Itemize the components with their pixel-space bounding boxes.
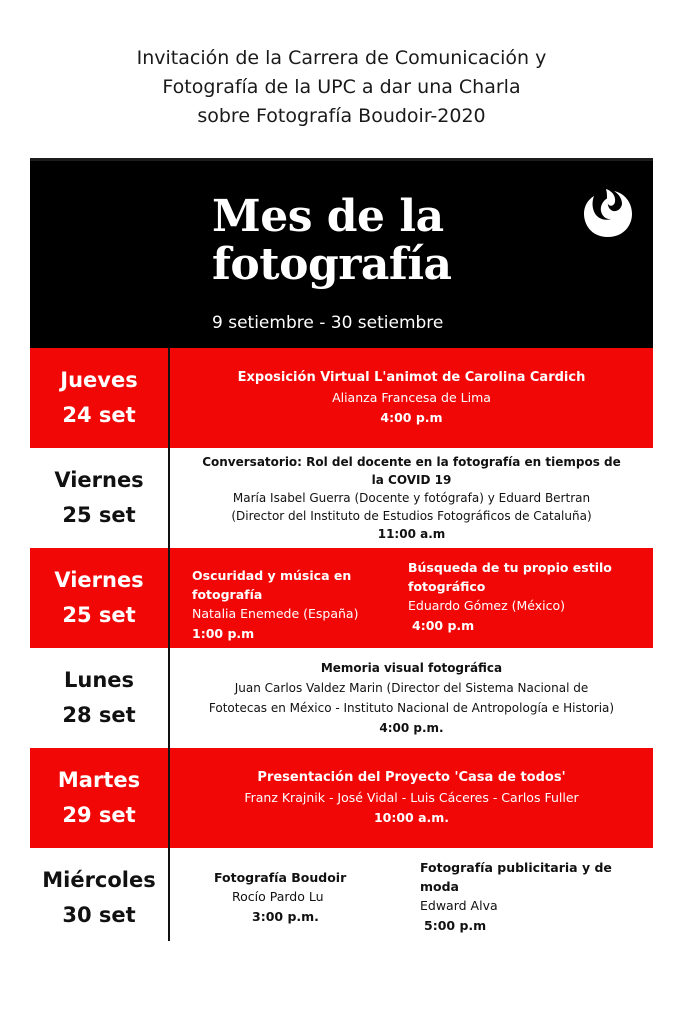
event-speaker: Fototecas en México - Instituto Nacional de Antropología e Historia) — [208, 701, 615, 715]
event-time: 4:00 p.m — [380, 410, 443, 425]
event-speaker: Alianza Francesa de Lima — [332, 390, 491, 405]
day-date: 30 set — [62, 903, 136, 927]
date-range: 9 setiembre - 30 setiembre — [212, 313, 444, 333]
event-cell — [170, 348, 653, 448]
caption-line: Fotografía de la UPC a dar una Charla — [162, 76, 521, 98]
event-title: Fotografía publicitaria y de — [420, 860, 612, 875]
event-cell — [170, 448, 653, 548]
event-title: Fotografía Boudoir — [214, 870, 347, 885]
event-speaker: Juan Carlos Valdez Marin (Director del Sistema Nacional de — [234, 681, 589, 695]
day-name: Viernes — [54, 468, 144, 492]
schedule-row — [30, 748, 653, 848]
day-date: 25 set — [62, 603, 136, 627]
day-name: Viernes — [54, 568, 144, 592]
caption-line: sobre Fotografía Boudoir-2020 — [197, 105, 486, 127]
event-speaker: Rocío Pardo Lu — [232, 889, 324, 904]
event-cell — [170, 648, 653, 748]
day-cell — [30, 348, 168, 448]
caption — [0, 44, 683, 131]
day-cell — [30, 648, 168, 748]
day-name: Miércoles — [42, 868, 156, 892]
event-title: moda — [420, 879, 459, 894]
schedule-row — [30, 648, 653, 748]
column-divider — [168, 548, 170, 648]
event-time: 4:00 p.m — [412, 618, 475, 633]
event-cell — [170, 748, 653, 848]
event-cell-left — [214, 868, 384, 927]
event-cell-left — [192, 566, 422, 644]
event-speaker: Edward Alva — [420, 898, 498, 913]
event-poster — [30, 158, 653, 941]
schedule-row — [30, 548, 653, 648]
event-time: 5:00 p.m — [424, 918, 487, 933]
schedule-row — [30, 348, 653, 448]
title-line: fotografía — [212, 239, 452, 290]
event-title: Presentación del Proyecto 'Casa de todos' — [257, 770, 566, 785]
event-time: 4:00 p.m. — [379, 721, 444, 735]
day-cell — [30, 848, 168, 941]
event-time: 1:00 p.m — [192, 626, 255, 641]
event-cell-right — [420, 858, 650, 936]
day-cell — [30, 548, 168, 648]
event-title: Exposición Virtual L'animot de Carolina Cardich — [237, 370, 586, 385]
upc-flame-logo-icon — [582, 187, 634, 239]
column-divider — [168, 848, 170, 941]
poster-title — [212, 193, 452, 289]
event-title: Conversatorio: Rol del docente en la fotografía en tiempos de — [202, 455, 621, 469]
day-name: Martes — [57, 768, 141, 792]
day-date: 28 set — [62, 703, 136, 727]
event-cell-right — [408, 558, 638, 636]
event-title: Búsqueda de tu propio estilo — [408, 560, 612, 575]
event-title: Oscuridad y música en — [192, 568, 352, 583]
day-cell — [30, 448, 168, 548]
day-name: Lunes — [63, 668, 135, 692]
event-title: Memoria visual fotográfica — [320, 661, 503, 675]
day-date: 24 set — [62, 403, 136, 427]
poster-header — [30, 158, 653, 348]
caption-line: Invitación de la Carrera de Comunicación y — [136, 47, 547, 69]
event-speaker: María Isabel Guerra (Docente y fotógrafa) y Eduard Bertran — [232, 491, 591, 505]
event-time: 11:00 a.m — [377, 527, 446, 541]
event-time: 10:00 a.m. — [373, 810, 450, 825]
title-line: Mes de la — [212, 191, 444, 242]
day-name: Jueves — [60, 368, 138, 392]
event-speaker: Franz Krajnik - José Vidal - Luis Cáceres - Carlos Fuller — [244, 790, 579, 805]
day-date: 29 set — [62, 803, 136, 827]
day-cell — [30, 748, 168, 848]
event-time: 3:00 p.m. — [252, 909, 319, 924]
day-date: 25 set — [62, 503, 136, 527]
event-title: la COVID 19 — [371, 473, 452, 487]
event-title: fotográfico — [408, 579, 486, 594]
schedule-row — [30, 448, 653, 548]
event-speaker: (Director del Instituto de Estudios Fotográficos de Cataluña) — [231, 509, 592, 523]
event-speaker: Natalia Enemede (España) — [192, 606, 359, 621]
event-title: fotografía — [192, 587, 263, 602]
event-speaker: Eduardo Gómez (México) — [408, 598, 566, 613]
schedule-row — [30, 848, 653, 941]
